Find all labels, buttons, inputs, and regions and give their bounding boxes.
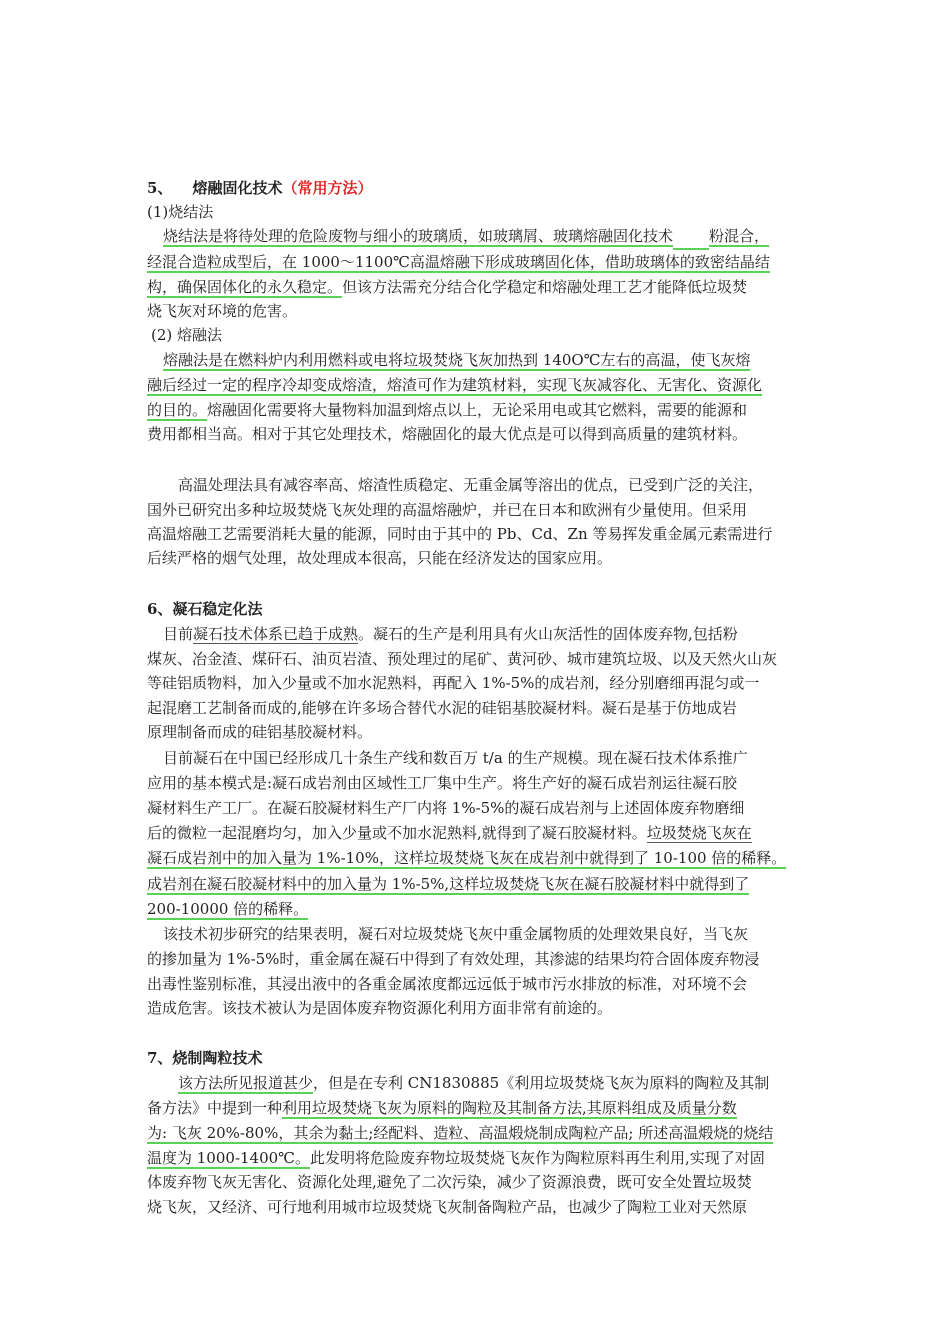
paragraph-line: 国外已研究出多种垃圾焚烧飞灰处理的高温熔融炉，并已在日本和欧洲有少量使用。但采用 [147,501,748,519]
paragraph-line: 凝石成岩剂中的加入量为 1%-10%，这样垃圾焚烧飞灰在成岩剂中就得到了 10-100 倍的稀释。 [147,849,787,867]
paragraph-line: 温度为 1000-1400℃。此发明将危险废弃物垃圾焚烧飞灰作为陶粒原料再生利用,实现了对固 [147,1149,765,1167]
paragraph-line: 融后经过一定的程序冷却变成熔渣，熔渣可作为建筑材料，实现飞灰减容化、无害化、资源化 [147,376,763,394]
paragraph-line: 熔融法是在燃料炉内利用燃料或电将垃圾焚烧飞灰加热到 140O℃左右的高温，使飞灰熔 [163,351,751,369]
paragraph-line: 高温处理法具有减容率高、熔渣性质稳定、无重金属等溶出的优点，已受到广泛的关注， [178,476,764,494]
paragraph-line: 后续严格的烟气处理，故处理成本很高，只能在经济发达的国家应用。 [147,549,613,567]
paragraph-line: 后的微粒一起混磨均匀，加入少量或不加水泥熟料,就得到了凝石胶凝材料。垃圾焚烧飞灰在 [147,824,752,842]
paragraph-line: 目前凝石在中国已经形成几十条生产线和数百万 t/a 的生产规模。现在凝石技术体系推广 [163,749,748,767]
paragraph-line: 该技术初步研究的结果表明，凝石对垃圾焚烧飞灰中重金属物质的处理效果良好，当飞灰 [163,925,749,943]
paragraph-line: 目前凝石技术体系已趋于成熟。凝石的生产是利用具有火山灰活性的固体废弃物,包括粉 [163,625,738,643]
paragraph-line: 等硅铝质物料，加入少量或不加水泥熟料，再配入 1%-5%的成岩剂，经分别磨细再混匀或一 [147,674,760,692]
section-5-title: 熔融固化技术 [192,179,283,197]
paragraph-line: 造成危害。该技术被认为是固体废弃物资源化利用方面非常有前途的。 [147,999,613,1017]
paragraph-line: 经混合造粒成型后，在 1000～1100℃高温熔融下形成玻璃固化体，借助玻璃体的致密结晶结 [147,253,770,271]
paragraph-line: 出毒性鉴别标准，其浸出液中的各重金属浓度都远远低于城市污水排放的标准，对环境不会 [147,975,748,993]
paragraph-line: 的目的。熔融固化需要将大量物料加温到熔点以上，无论采用电或其它燃料，需要的能源和 [147,401,748,419]
paragraph-line: 200-10000 倍的稀释。 [147,900,309,918]
paragraph-line: 烧结法是将待处理的危险废物与细小的玻璃质，如玻璃屑、玻璃熔融固化技术 粉混合， [163,224,769,248]
paragraph-line: 凝材料生产工厂。在凝石胶凝材料生产厂内将 1%-5%的凝石成岩剂与上述固体废弃物磨细 [147,799,745,817]
paragraph-line: 烧飞灰，又经济、可行地利用城市垃圾焚烧飞灰制备陶粒产品，也减少了陶粒工业对天然原 [147,1198,748,1216]
paragraph-line: 煤灰、冶金渣、煤矸石、油页岩渣、预处理过的尾矿、黄河砂、城市建筑垃圾、以及天然火山灰 [147,650,778,668]
subheading-melting: (2) 熔融法 [151,326,223,344]
section-5-heading [147,176,372,200]
paragraph-line: 为: 飞灰 20%-80%，其余为黏土;经配料、造粒、高温煅烧制成陶粒产品; 所述高温煅烧的烧结 [147,1124,774,1142]
paragraph-line: 费用都相当高。相对于其它处理技术，熔融固化的最大优点是可以得到高质量的建筑材料。 [147,425,748,443]
paragraph-line: 体废弃物飞灰无害化、资源化处理,避免了二次污染，减少了资源浪费，既可安全处置垃圾焚 [147,1173,752,1191]
paragraph-line: 原理制备而成的硅铝基胶凝材料。 [147,723,373,741]
section-5-note: （常用方法） [282,179,373,197]
section-5-number: 5、 [147,179,173,197]
paragraph-line: 构，确保固体化的永久稳定。但该方法需充分结合化学稳定和熔融处理工艺才能降低垃圾焚 [147,278,748,296]
paragraph-line: 高温熔融工艺需要消耗大量的能源，同时由于其中的 Pb、Cd、Zn 等易挥发重金属元素需进行 [147,525,773,543]
paragraph-line: 的掺加量为 1%-5%时，重金属在凝石中得到了有效处理，其渗滤的结果均符合固体废弃物浸 [147,950,760,968]
paragraph-line: 应用的基本模式是:凝石成岩剂由区域性工厂集中生产。将生产好的凝石成岩剂运往凝石胶 [147,774,738,792]
subheading-sintering: (1)烧结法 [147,203,214,221]
paragraph-line: 成岩剂在凝石胶凝材料中的加入量为 1%-5%,这样垃圾焚烧飞灰在凝石胶凝材料中就得到了 [147,875,750,893]
paragraph-line: 起混磨工艺制备而成的,能够在许多场合替代水泥的硅铝基胶凝材料。凝石是基于仿地成岩 [147,699,737,717]
paragraph-line: 该方法所见报道甚少，但是在专利 CN1830885《利用垃圾焚烧飞灰为原料的陶粒及其制 [178,1074,770,1092]
paragraph-line: 备方法》中提到一种利用垃圾焚烧飞灰为原料的陶粒及其制备方法,其原料组成及质量分数 [147,1099,737,1117]
section-7-heading: 7、烧制陶粒技术 [147,1049,263,1067]
paragraph-line: 烧飞灰对环境的危害。 [147,302,298,320]
section-6-heading: 6、凝石稳定化法 [147,600,263,618]
